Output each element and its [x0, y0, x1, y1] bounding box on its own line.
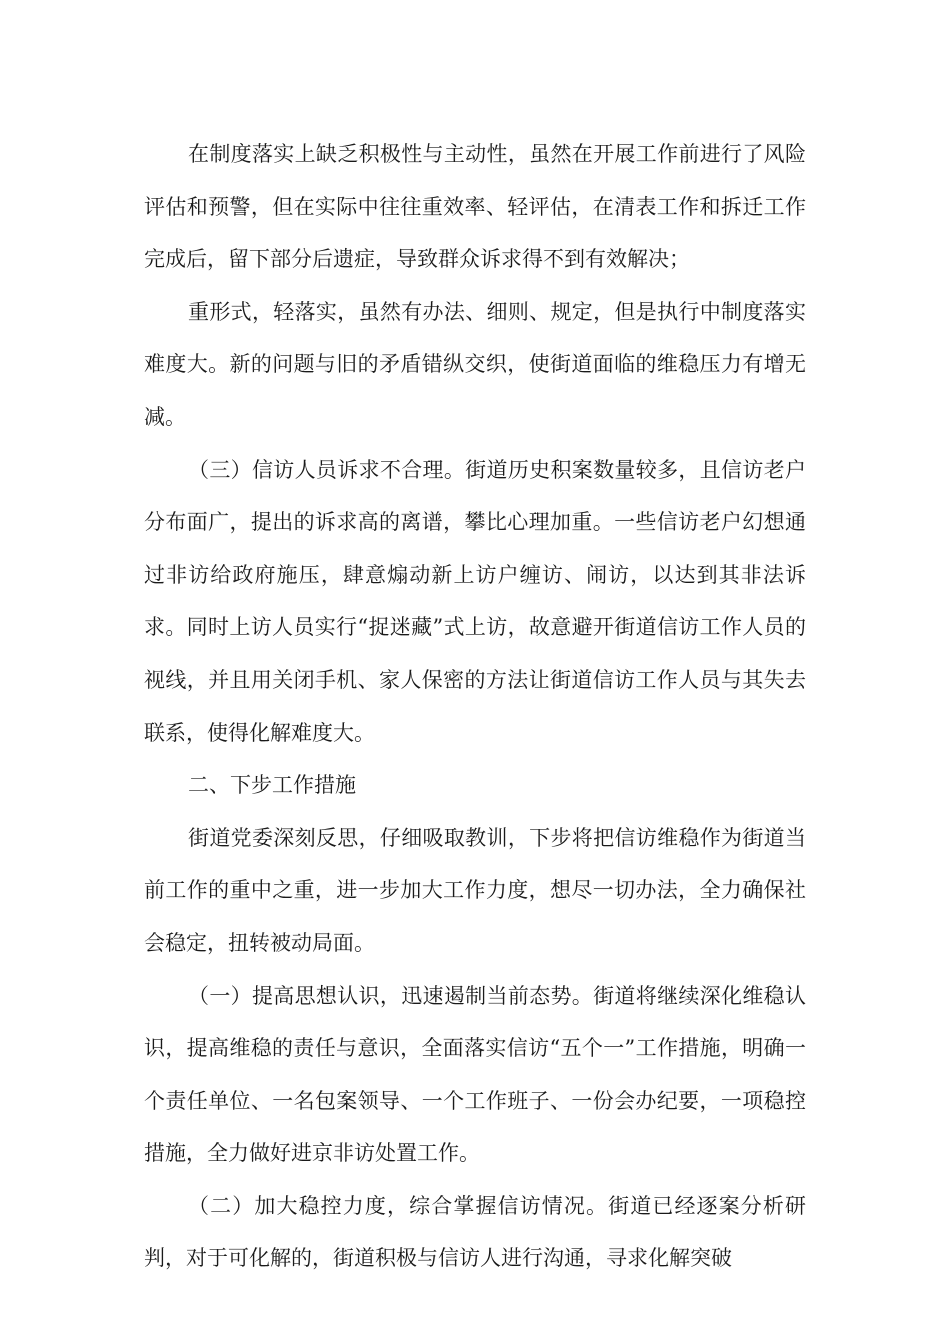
paragraph-system-implementation: 在制度落实上缺乏积极性与主动性，虽然在开展工作前进行了风险评估和预警，但在实际中往往重效率、轻评估，在清表工作和拆迁工作完成后，留下部分后遗症，导致群众诉求得不到有效解决；: [144, 142, 806, 272]
paragraph-measure-one: （一）提高思想认识，迅速遏制当前态势。街道将继续深化维稳认识，提高维稳的责任与意识，全面落实信访“五个一”工作措施，明确一个责任单位、一名包案领导、一个工作班子、一份会办纪要，一项稳控措施，全力做好进京非访处置工作。: [144, 983, 806, 1166]
paragraph-measure-two: （二）加大稳控力度，综合掌握信访情况。街道已经逐案分析研判，对于可化解的，街道积极与信访人进行沟通，寻求化解突破: [144, 1193, 806, 1271]
paragraph-section-three: （三）信访人员诉求不合理。街道历史积案数量较多，且信访老户分布面广，提出的诉求高的离谱，攀比心理加重。一些信访老户幻想通过非访给政府施压，肆意煽动新上访户缠访、闹访，以达到其非法诉求。同时上访人员实行“捉迷藏”式上访，故意避开街道信访工作人员的视线，并且用关闭手机、家人保密的方法让街道信访工作人员与其失去联系，使得化解难度大。: [144, 457, 806, 745]
paragraph-formalism: 重形式，轻落实，虽然有办法、细则、规定，但是执行中制度落实难度大。新的问题与旧的矛盾错纵交织，使街道面临的维稳压力有增无减。: [144, 299, 806, 429]
heading-next-steps: 二、下步工作措施: [188, 773, 356, 798]
document-body: [144, 128, 806, 1285]
paragraph-party-reflection: 街道党委深刻反思，仔细吸取教训，下步将把信访维稳作为街道当前工作的重中之重，进一步加大工作力度，想尽一切办法，全力确保社会稳定，扭转被动局面。: [144, 825, 806, 955]
